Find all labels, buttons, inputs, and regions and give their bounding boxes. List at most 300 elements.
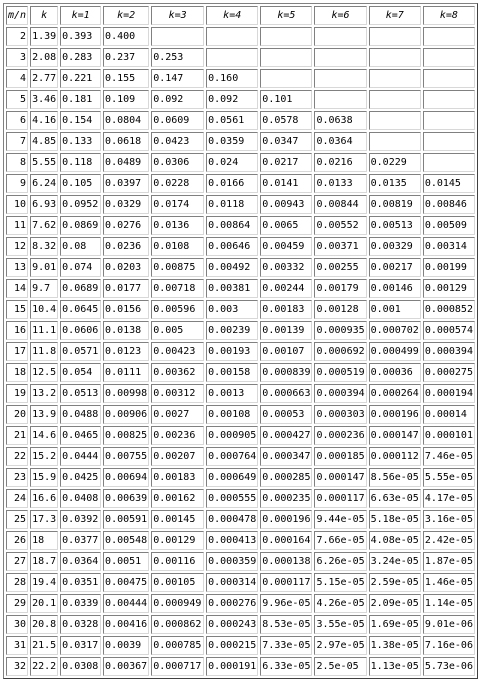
table-cell [369,111,421,130]
table-cell: 0.00819 [369,195,421,214]
table-cell: 3.16e-05 [423,510,475,529]
table-cell: 0.0609 [151,111,204,130]
table-cell [423,153,475,172]
row-index-cell: 20 [6,405,28,424]
table-cell: 0.0423 [151,132,204,151]
table-cell: 0.118 [60,153,101,172]
k-value-cell: 21.5 [30,636,58,655]
row-index-cell: 27 [6,552,28,571]
table-cell: 0.00694 [103,468,149,487]
table-cell: 0.0166 [206,174,258,193]
table-cell: 0.000717 [151,657,204,676]
table-cell: 0.0638 [314,111,366,130]
table-row [6,237,475,256]
table-cell: 0.000862 [151,615,204,634]
table-cell: 0.0952 [60,195,101,214]
table-cell: 0.0217 [260,153,312,172]
table-row [6,195,475,214]
k-value-cell: 14.6 [30,426,58,445]
table-cell: 0.00509 [423,216,475,235]
table-cell: 0.000275 [423,363,475,382]
table-cell: 0.00236 [151,426,204,445]
table-cell: 3.55e-05 [314,615,366,634]
table-cell: 0.0377 [60,531,101,550]
table-cell: 0.00158 [206,363,258,382]
table-cell: 0.00129 [151,531,204,550]
k-value-cell: 4.85 [30,132,58,151]
table-cell [423,48,475,67]
table-cell: 0.221 [60,69,101,88]
table-cell: 0.000785 [151,636,204,655]
row-index-cell: 23 [6,468,28,487]
table-row [6,153,475,172]
table-cell: 2.42e-05 [423,531,475,550]
table-cell: 0.0308 [60,657,101,676]
table-cell: 0.074 [60,258,101,277]
table-cell: 0.054 [60,363,101,382]
table-row [6,552,475,571]
table-cell: 0.000555 [206,489,258,508]
row-index-cell: 15 [6,300,28,319]
table-cell: 0.000499 [369,342,421,361]
table-cell: 0.000314 [206,573,258,592]
table-cell: 0.000905 [206,426,258,445]
table-cell: 0.00416 [103,615,149,634]
table-cell: 0.160 [206,69,258,88]
k-value-cell: 13.2 [30,384,58,403]
table-cell: 7.16e-06 [423,636,475,655]
table-cell: 0.000101 [423,426,475,445]
row-index-cell: 29 [6,594,28,613]
table-cell: 0.000117 [260,573,312,592]
table-cell: 0.133 [60,132,101,151]
k-value-cell: 11.8 [30,342,58,361]
table-cell: 0.000235 [260,489,312,508]
table-cell: 0.0123 [103,342,149,361]
table-row [6,69,475,88]
table-cell: 0.0489 [103,153,149,172]
k-value-cell: 15.9 [30,468,58,487]
table-row [6,342,475,361]
table-cell: 0.000413 [206,531,258,550]
k-value-cell: 12.5 [30,363,58,382]
table-cell [423,132,475,151]
table-cell: 0.00329 [369,237,421,256]
table-cell: 0.0513 [60,384,101,403]
table-cell: 0.00107 [260,342,312,361]
table-cell: 0.00207 [151,447,204,466]
row-index-cell: 25 [6,510,28,529]
k-value-cell: 18 [30,531,58,550]
table-cell: 1.38e-05 [369,636,421,655]
table-cell: 0.000243 [206,615,258,634]
table-cell: 0.00998 [103,384,149,403]
header-cell-k: k [30,6,58,25]
table-cell: 0.0339 [60,594,101,613]
table-cell: 6.63e-05 [369,489,421,508]
k-value-cell: 11.1 [30,321,58,340]
table-cell: 0.024 [206,153,258,172]
row-index-cell: 16 [6,321,28,340]
table-cell: 0.005 [151,321,204,340]
table-cell: 0.0229 [369,153,421,172]
row-index-cell: 18 [6,363,28,382]
table-cell: 0.0118 [206,195,258,214]
table-cell: 6.26e-05 [314,552,366,571]
table-row [6,468,475,487]
k-value-cell: 19.4 [30,573,58,592]
table-cell: 0.00108 [206,405,258,424]
table-cell: 0.400 [103,27,149,46]
table-row [6,363,475,382]
table-row [6,573,475,592]
k-value-cell: 8.32 [30,237,58,256]
table-cell: 0.0689 [60,279,101,298]
k-value-cell: 4.16 [30,111,58,130]
table-row [6,384,475,403]
table-cell: 8.53e-05 [260,615,312,634]
header-cell-k5: k=5 [260,6,312,25]
table-cell [314,69,366,88]
table-cell: 0.000764 [206,447,258,466]
table-cell [369,48,421,67]
table-row [6,216,475,235]
table-cell [260,69,312,88]
row-index-cell: 14 [6,279,28,298]
table-cell: 0.00183 [151,468,204,487]
table-cell: 0.0869 [60,216,101,235]
table-cell: 0.00639 [103,489,149,508]
k-value-cell: 22.2 [30,657,58,676]
table-cell: 1.46e-05 [423,573,475,592]
table-cell [151,27,204,46]
table-cell: 0.0174 [151,195,204,214]
table-cell: 0.000663 [260,384,312,403]
table-cell: 0.0135 [369,174,421,193]
table-cell: 7.46e-05 [423,447,475,466]
row-index-cell: 30 [6,615,28,634]
table-cell: 0.000138 [260,552,312,571]
table-cell: 0.000935 [314,321,366,340]
table-cell: 0.00036 [369,363,421,382]
table-cell: 0.154 [60,111,101,130]
table-cell: 0.00646 [206,237,258,256]
table-cell: 0.00146 [369,279,421,298]
table-cell: 0.00591 [103,510,149,529]
k-value-cell: 10.4 [30,300,58,319]
table-cell: 0.0444 [60,447,101,466]
table-cell: 8.56e-05 [369,468,421,487]
table-cell [260,27,312,46]
table-cell: 0.000196 [260,510,312,529]
table-row [6,426,475,445]
table-cell: 0.00864 [206,216,258,235]
table-cell: 0.000839 [260,363,312,382]
table-cell: 0.237 [103,48,149,67]
table-row [6,447,475,466]
table-cell: 0.0156 [103,300,149,319]
table-cell: 0.00552 [314,216,366,235]
table-row [6,510,475,529]
table-row [6,615,475,634]
header-cell-k6: k=6 [314,6,366,25]
table-cell: 0.0465 [60,426,101,445]
table-body [6,27,475,676]
table-cell: 0.000394 [314,384,366,403]
table-cell: 0.000347 [260,447,312,466]
table-cell: 0.00239 [206,321,258,340]
table-cell [423,90,475,109]
table-cell: 3.24e-05 [369,552,421,571]
table-cell: 0.000478 [206,510,258,529]
table-cell: 0.0392 [60,510,101,529]
table-row [6,636,475,655]
table-cell: 0.0306 [151,153,204,172]
row-index-cell: 32 [6,657,28,676]
table-cell: 0.253 [151,48,204,67]
table-cell: 0.0203 [103,258,149,277]
table-cell: 0.0425 [60,468,101,487]
table-cell: 0.00129 [423,279,475,298]
table-cell [206,48,258,67]
table-cell: 0.0804 [103,111,149,130]
table-cell: 0.00128 [314,300,366,319]
row-index-cell: 2 [6,27,28,46]
row-index-cell: 7 [6,132,28,151]
table-cell: 0.000196 [369,405,421,424]
table-cell: 0.000702 [369,321,421,340]
k-value-cell: 20.1 [30,594,58,613]
table-container [3,3,478,679]
table-cell: 0.0351 [60,573,101,592]
table-cell: 0.00371 [314,237,366,256]
table-cell: 0.0571 [60,342,101,361]
table-cell: 0.000276 [206,594,258,613]
table-cell: 0.00548 [103,531,149,550]
table-cell: 0.000185 [314,447,366,466]
table-cell: 0.0364 [314,132,366,151]
table-cell: 0.000164 [260,531,312,550]
table-cell: 0.001 [369,300,421,319]
table-cell: 0.0228 [151,174,204,193]
table-cell: 0.08 [60,237,101,256]
table-cell: 0.000112 [369,447,421,466]
header-cell-k1: k=1 [60,6,101,25]
table-cell: 2.97e-05 [314,636,366,655]
table-row [6,321,475,340]
table-cell: 0.155 [103,69,149,88]
table-cell: 0.092 [151,90,204,109]
row-index-cell: 19 [6,384,28,403]
table-cell: 0.0051 [103,552,149,571]
table-cell: 0.0013 [206,384,258,403]
table-cell: 0.0618 [103,132,149,151]
table-cell: 0.0108 [151,237,204,256]
table-cell: 0.00755 [103,447,149,466]
table-cell [369,69,421,88]
row-index-cell: 10 [6,195,28,214]
table-cell: 0.0039 [103,636,149,655]
k-value-cell: 9.7 [30,279,58,298]
row-index-cell: 21 [6,426,28,445]
table-cell [314,90,366,109]
table-cell: 9.44e-05 [314,510,366,529]
table-row [6,27,475,46]
table-row [6,279,475,298]
table-cell: 0.00906 [103,405,149,424]
table-cell: 0.00116 [151,552,204,571]
table-cell: 2.59e-05 [369,573,421,592]
table-row [6,531,475,550]
table-cell: 0.0645 [60,300,101,319]
table-cell: 0.003 [206,300,258,319]
table-cell: 0.000949 [151,594,204,613]
table-cell: 0.000285 [260,468,312,487]
table-cell: 0.00596 [151,300,204,319]
table-cell: 0.00145 [151,510,204,529]
k-value-cell: 17.3 [30,510,58,529]
table-cell: 0.00825 [103,426,149,445]
table-cell [369,90,421,109]
table-cell: 0.0578 [260,111,312,130]
table-cell [314,48,366,67]
table-cell: 0.00875 [151,258,204,277]
k-value-cell: 6.93 [30,195,58,214]
table-cell: 1.87e-05 [423,552,475,571]
table-cell [206,27,258,46]
table-cell: 0.0328 [60,615,101,634]
table-cell: 0.00314 [423,237,475,256]
table-cell: 0.101 [260,90,312,109]
table-cell: 0.000852 [423,300,475,319]
table-row [6,300,475,319]
table-cell: 0.0359 [206,132,258,151]
table-cell: 0.000194 [423,384,475,403]
table-cell: 0.00492 [206,258,258,277]
table-cell: 0.00014 [423,405,475,424]
table-cell: 1.13e-05 [369,657,421,676]
table-cell: 0.000427 [260,426,312,445]
table-cell: 0.0347 [260,132,312,151]
table-cell [260,48,312,67]
table-cell: 0.00718 [151,279,204,298]
table-cell: 0.000303 [314,405,366,424]
table-cell: 0.00444 [103,594,149,613]
row-index-cell: 24 [6,489,28,508]
table-cell: 7.66e-05 [314,531,366,550]
table-row [6,90,475,109]
table-cell: 0.092 [206,90,258,109]
row-index-cell: 4 [6,69,28,88]
table-cell: 0.00183 [260,300,312,319]
row-index-cell: 22 [6,447,28,466]
header-cell-k4: k=4 [206,6,258,25]
row-index-cell: 17 [6,342,28,361]
table-cell: 0.00255 [314,258,366,277]
table-cell: 0.00459 [260,237,312,256]
table-row [6,111,475,130]
table-cell: 0.000359 [206,552,258,571]
table-cell: 0.0364 [60,552,101,571]
header-cell-m-n: m/n [6,6,28,25]
table-cell: 0.00943 [260,195,312,214]
k-value-cell: 6.24 [30,174,58,193]
table-row [6,174,475,193]
row-index-cell: 28 [6,573,28,592]
row-index-cell: 12 [6,237,28,256]
table-cell [423,111,475,130]
table-cell: 0.0216 [314,153,366,172]
table-cell: 0.00332 [260,258,312,277]
header-cell-k3: k=3 [151,6,204,25]
table-cell: 2.5e-05 [314,657,366,676]
table-cell: 0.0276 [103,216,149,235]
table-cell: 0.0397 [103,174,149,193]
table-cell: 0.0317 [60,636,101,655]
header-cell-k7: k=7 [369,6,421,25]
table-cell: 0.00312 [151,384,204,403]
row-index-cell: 26 [6,531,28,550]
table-cell: 0.00162 [151,489,204,508]
row-index-cell: 31 [6,636,28,655]
table-cell: 0.0065 [260,216,312,235]
table-cell: 4.17e-05 [423,489,475,508]
table-cell: 4.08e-05 [369,531,421,550]
table-cell: 0.181 [60,90,101,109]
table-cell: 0.00053 [260,405,312,424]
table-cell: 0.0141 [260,174,312,193]
table-cell [314,27,366,46]
table-cell: 0.105 [60,174,101,193]
table-cell: 0.000649 [206,468,258,487]
k-value-cell: 5.55 [30,153,58,172]
table-cell: 0.0136 [151,216,204,235]
table-cell: 1.14e-05 [423,594,475,613]
table-cell: 0.0177 [103,279,149,298]
table-row [6,405,475,424]
table-cell: 0.0027 [151,405,204,424]
table-cell [423,69,475,88]
table-row [6,132,475,151]
k-value-cell: 7.62 [30,216,58,235]
false-positive-rate-table [3,3,478,679]
table-cell: 5.15e-05 [314,573,366,592]
table-cell: 0.00217 [369,258,421,277]
table-cell: 0.0236 [103,237,149,256]
table-row [6,48,475,67]
table-row [6,258,475,277]
row-index-cell: 9 [6,174,28,193]
table-cell: 0.393 [60,27,101,46]
k-value-cell: 3.46 [30,90,58,109]
table-cell: 0.00367 [103,657,149,676]
header-cell-k8: k=8 [423,6,475,25]
table-cell: 0.00381 [206,279,258,298]
table-cell: 5.73e-06 [423,657,475,676]
table-cell: 0.147 [151,69,204,88]
table-cell: 0.00179 [314,279,366,298]
table-cell: 0.00362 [151,363,204,382]
table-cell: 0.0488 [60,405,101,424]
table-cell [369,132,421,151]
k-value-cell: 18.7 [30,552,58,571]
table-row [6,489,475,508]
table-cell: 0.109 [103,90,149,109]
table-cell: 5.55e-05 [423,468,475,487]
table-cell: 0.00193 [206,342,258,361]
row-index-cell: 13 [6,258,28,277]
row-index-cell: 6 [6,111,28,130]
